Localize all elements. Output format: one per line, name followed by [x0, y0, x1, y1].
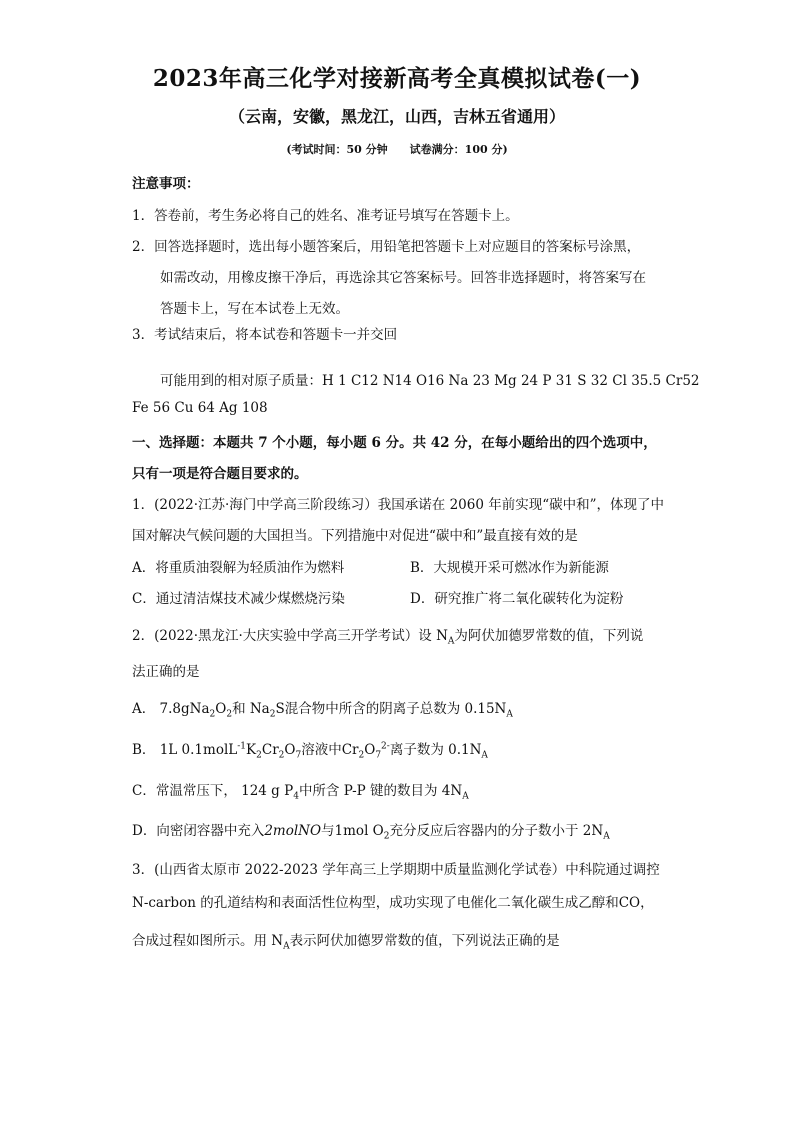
q2-stem-line-1: 2．(2022·黑龙江·大庆实验中学高三开学考试）设 $N_A$为阿伏加德罗常数的值，下列说	[132, 628, 644, 647]
exam-title: 2023年高三化学对接新高考全真模拟试卷(一)	[152, 65, 642, 92]
q1-option-d: D．研究推广将二氧化碳转化为淀粉	[410, 591, 624, 607]
exam-time: (考试时间：50 分钟	[286, 143, 388, 156]
exam-time-info	[0, 141, 794, 157]
notice-item-2-line-3: 答题卡上，写在本试卷上无效。	[160, 301, 349, 317]
q3-stem-line-1: 3．(山西省太原市 2022-2023 学年高三上学期期中质量监测化学试卷）中科院通过调控	[132, 862, 660, 878]
dichromate-ion: $Cr_2O_7^{2-}$	[341, 741, 390, 761]
q1-option-b: B．大规模开采可燃冰作为新能源	[410, 560, 609, 576]
section-1-heading-line-1: 一、选择题：本题共 7 个小题，每小题 6 分。共 42 分，在每小题给出的四个选项中，	[132, 435, 657, 451]
q2-stem-line-2: 法正确的是	[132, 664, 200, 680]
q1-stem-line-2: 国对解决气候问题的大国担当。下列措施中对促进“碳中和”最直接有效的是	[132, 528, 578, 544]
notice-heading: 注意事项：	[132, 176, 200, 192]
q1-option-a: A．将重质油裂解为轻质油作为燃料	[132, 560, 345, 576]
notice-item-3: 3．考试结束后，将本试卷和答题卡一并交回	[132, 327, 398, 343]
q2-option-d: D．向密闭容器中充入2molNO与1mol $O_2$充分反应后容器内的分子数小于 $2N_A$	[132, 823, 610, 842]
q2-option-a: A． $7.8gNa_2O_2$和 $Na_2S$混合物中所含的阴离子总数为 $0.15N_A$	[132, 701, 513, 720]
atomic-mass-line-2: Fe 56 Cu 64 Ag 108	[132, 400, 268, 416]
q1-stem-line-1: 1．(2022·江苏·海门中学高三阶段练习）我国承诺在 2060 年前实现“碳中和”，体现了中	[132, 497, 665, 513]
q3-stem-line-3: 合成过程如图所示。用 $N_A$表示阿伏加德罗常数的值，下列说法正确的是	[132, 933, 560, 952]
q2-option-b: B． 1L $0.1molL^{-1}K_2Cr_2O_7$溶液中$Cr_2O_7^{2-}$离子数为 $0.1N_A$	[132, 741, 488, 761]
q2-option-c: C．常温常压下， 124 g $P_4$中所含 P-P 键的数目为 $4N_A$	[132, 783, 469, 802]
q3-stem-line-2: N-carbon 的孔道结构和表面活性位构型，成功实现了电催化二氧化碳生成乙醇和CO，	[132, 895, 654, 911]
section-1-heading-line-2: 只有一项是符合题目要求的。	[132, 466, 308, 482]
exam-score: 试卷满分：100 分)	[409, 143, 508, 156]
q1-option-c: C．通过清洁煤技术减少煤燃烧污染	[132, 591, 345, 607]
notice-item-2-line-2: 如需改动，用橡皮擦干净后，再选涂其它答案标号。回答非选择题时，将答案写在	[160, 270, 646, 286]
atomic-mass-line-1: 可能用到的相对原子质量：H 1 C12 N14 O16 Na 23 Mg 24 P 31 S 32 Cl 35.5 Cr52	[160, 373, 700, 389]
exam-subtitle: （云南，安徽，黑龙江，山西，吉林五省通用）	[228, 107, 565, 126]
notice-item-1: 1．答卷前，考生务必将自己的姓名、准考证号填写在答题卡上。	[132, 208, 519, 224]
notice-item-2-line-1: 2．回答选择题时，选出每小题答案后，用铅笔把答题卡上对应题目的答案标号涂黑，	[132, 239, 641, 255]
